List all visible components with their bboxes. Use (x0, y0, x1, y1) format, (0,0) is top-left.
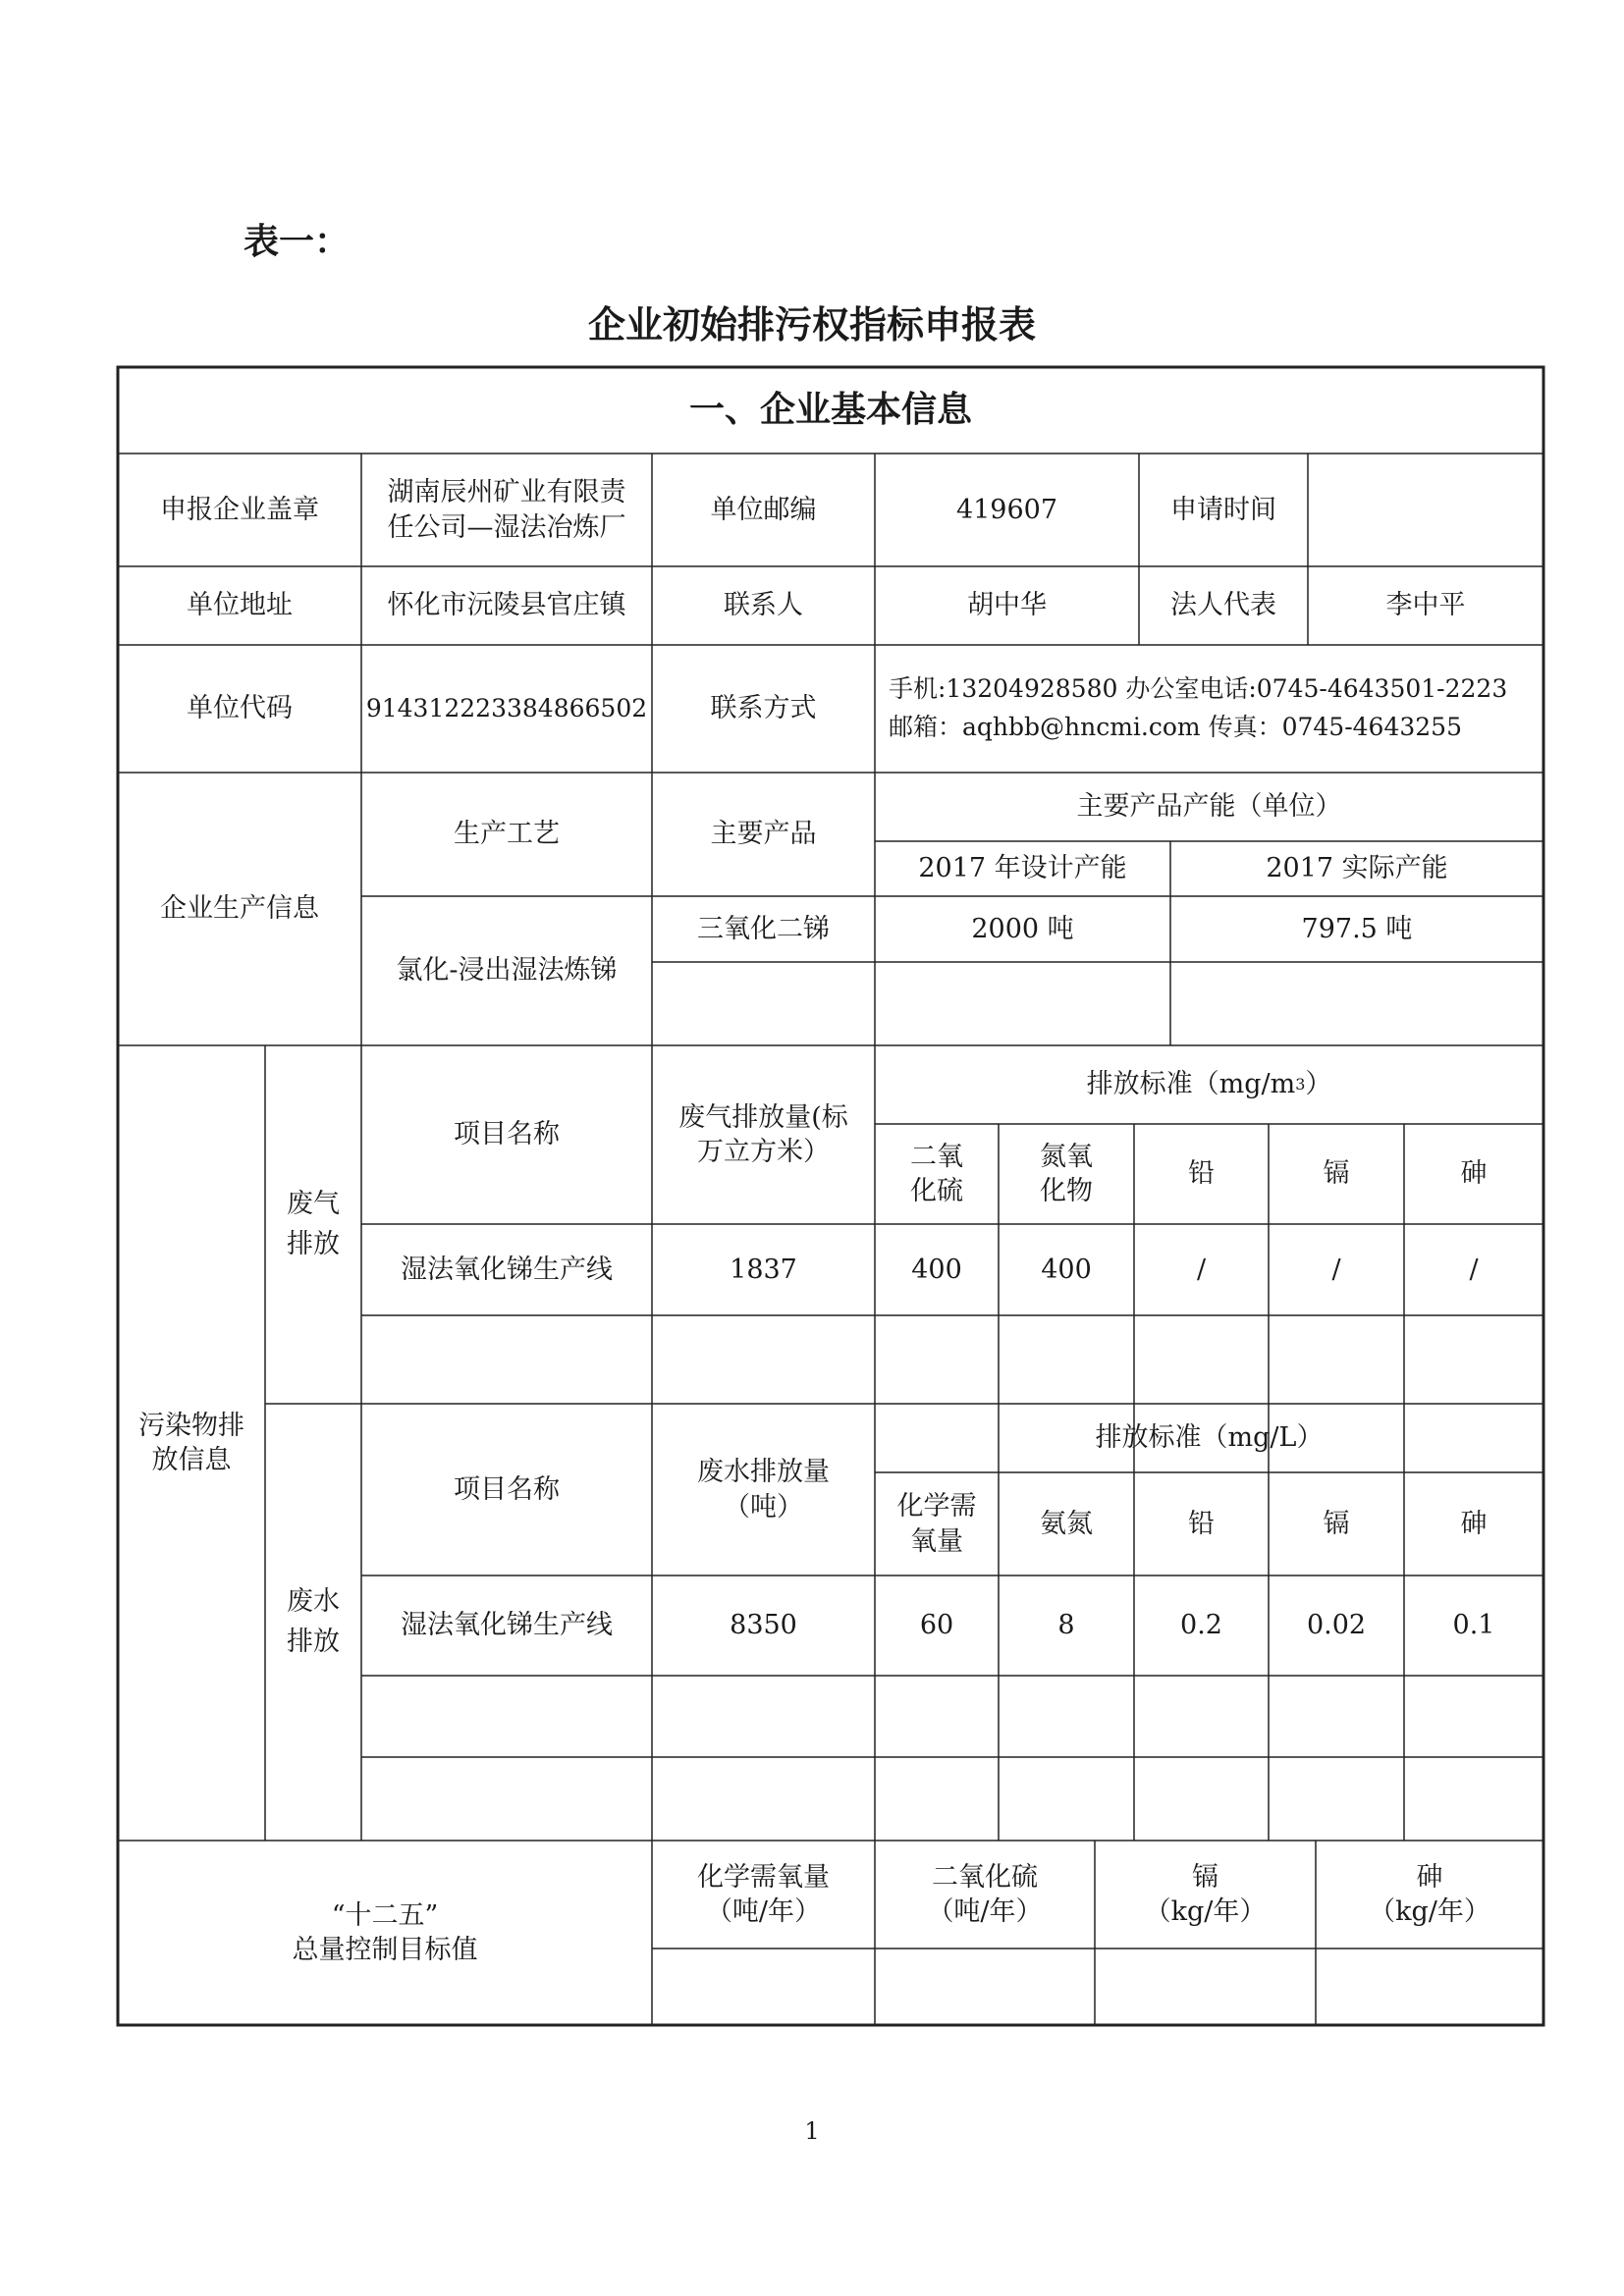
target-cadmium-value (1095, 1949, 1316, 2025)
process-value: 氯化-浸出湿法炼锑 (396, 955, 618, 987)
target-arsenic-header (1316, 1841, 1543, 1949)
water-emission-label (265, 1404, 361, 1841)
pollutant-label-line1: 污染物排 (138, 1410, 244, 1441)
target-cod-line2: （吨/年） (705, 1896, 822, 1927)
gas-pollutant-cadmium: 镉 (1323, 1158, 1350, 1190)
gas-pollutant-so2-line2: 化硫 (910, 1176, 963, 1206)
target-arsenic-line2: （kg/年） (1369, 1896, 1490, 1927)
postcode-value: 419607 (955, 494, 1058, 525)
process-header: 生产工艺 (454, 819, 560, 850)
company-value-line1: 湖南辰州矿业有限责 (387, 477, 626, 508)
gas-label-line2: 排放 (287, 1228, 340, 1259)
gas-standard-sup: 3 (1295, 1074, 1306, 1094)
water-row-1-lead: 0.2 (1180, 1610, 1222, 1641)
production-section-label: 企业生产信息 (160, 893, 319, 925)
gas-row-1-cadmium: / (1331, 1254, 1341, 1285)
product-row-1-name: 三氧化二锑 (697, 913, 830, 944)
gas-pollutant-nox-line2: 化物 (1040, 1176, 1093, 1206)
water-label-line2: 排放 (287, 1626, 340, 1657)
target-label (118, 1841, 652, 2025)
water-pollutant-lead: 铅 (1188, 1508, 1215, 1539)
contact-phone-line: 手机:13204928580 办公室电话:0745-4643501-2223 (889, 674, 1508, 704)
gas-pollutant-arsenic: 砷 (1460, 1158, 1488, 1190)
document-title: 企业初始排污权指标申报表 (587, 303, 1036, 347)
postcode-label: 单位邮编 (710, 494, 817, 525)
legal-rep-value: 李中平 (1385, 590, 1466, 621)
water-row-1-cadmium: 0.02 (1306, 1610, 1367, 1641)
gas-row-2-volume (652, 1315, 875, 1404)
water-row-1-ammonia: 8 (1057, 1610, 1075, 1641)
gas-row-1-lead: / (1196, 1254, 1207, 1285)
water-pollutant-ammonia: 氨氮 (1040, 1508, 1093, 1539)
gas-row-1-nox: 400 (1041, 1254, 1092, 1285)
gas-pollutant-so2-line1: 二氧 (910, 1141, 963, 1172)
contact-value: 胡中华 (967, 590, 1047, 621)
capacity-header: 主要产品产能（单位） (1076, 791, 1342, 823)
product-row-1-design: 2000 吨 (971, 913, 1074, 944)
target-label-line2: 总量控制目标值 (292, 1935, 478, 1965)
water-row-1-volume: 8350 (730, 1610, 797, 1641)
product-header: 主要产品 (710, 819, 817, 850)
table-number-label: 表一： (244, 222, 351, 262)
target-cod-line1: 化学需氧量 (697, 1861, 830, 1893)
water-pollutant-arsenic: 砷 (1460, 1508, 1488, 1539)
contact-method-label: 联系方式 (710, 693, 817, 724)
apply-time-value (1308, 454, 1543, 566)
water-volume-header-line1: 废水排放量 (697, 1457, 830, 1488)
company-value (361, 454, 652, 566)
page-number: 1 (804, 2117, 820, 2145)
contact-email-line: 邮箱：aqhbb@hncmi.com 传真：0745-4643255 (889, 713, 1462, 741)
target-cadmium-header (1095, 1841, 1316, 1949)
target-so2-line1: 二氧化硫 (932, 1861, 1038, 1893)
company-label: 申报企业盖章 (160, 494, 319, 525)
water-pollutant-cod-line2: 氧量 (910, 1525, 963, 1557)
gas-standard-header (875, 1045, 1543, 1124)
pollutant-section-label (118, 1045, 265, 1841)
target-so2-line2: （吨/年） (927, 1896, 1043, 1927)
target-label-line1: “十二五” (331, 1899, 439, 1931)
contact-label: 联系人 (724, 590, 803, 621)
address-label: 单位地址 (187, 590, 293, 621)
gas-volume-header-line1: 废气排放量(标 (678, 1101, 848, 1133)
water-standard-header: 排放标准（mg/L） (1095, 1422, 1324, 1454)
water-volume-header-line2: （吨） (724, 1491, 803, 1522)
target-so2-header (875, 1841, 1095, 1949)
target-arsenic-line1: 砷 (1416, 1861, 1443, 1893)
gas-item-header: 项目名称 (454, 1119, 560, 1150)
water-label-line1: 废水 (287, 1586, 340, 1617)
gas-standard-header-text: 排放标准（mg/m (1086, 1069, 1296, 1100)
gas-row-1-item: 湿法氧化锑生产线 (401, 1254, 613, 1285)
target-cadmium-line2: （kg/年） (1144, 1896, 1267, 1927)
unit-code-value: 914312223384866502 (365, 693, 648, 722)
gas-pollutant-nox (999, 1124, 1134, 1224)
gas-pollutant-lead: 铅 (1188, 1158, 1215, 1190)
water-pollutant-cod (875, 1472, 999, 1575)
gas-standard-close: ） (1305, 1069, 1332, 1100)
water-volume-header (652, 1404, 875, 1575)
water-pollutant-cadmium: 镉 (1323, 1508, 1350, 1539)
product-row-1-actual: 797.5 吨 (1301, 913, 1413, 944)
water-pollutant-cod-line1: 化学需 (896, 1491, 977, 1522)
water-row-1-item: 湿法氧化锑生产线 (401, 1610, 613, 1641)
gas-row-1-arsenic: / (1469, 1254, 1479, 1285)
target-cadmium-line1: 镉 (1192, 1861, 1218, 1893)
product-row-2-name (652, 962, 875, 1045)
target-arsenic-value (1316, 1949, 1543, 2025)
actual-capacity-header: 2017 实际产能 (1266, 853, 1448, 884)
water-row-1-arsenic: 0.1 (1452, 1610, 1495, 1641)
gas-emission-label (265, 1045, 361, 1404)
gas-pollutant-so2 (875, 1124, 999, 1224)
product-row-2-actual (1170, 962, 1543, 1045)
contact-method-value (875, 645, 1543, 773)
target-so2-value (875, 1949, 1095, 2025)
legal-rep-label: 法人代表 (1170, 590, 1276, 621)
target-cod-header (652, 1841, 875, 1949)
water-row-3-item (361, 1757, 652, 1841)
gas-pollutant-nox-line1: 氮氧 (1040, 1141, 1093, 1172)
target-cod-value (652, 1949, 875, 2025)
section-title-basic-info: 一、企业基本信息 (688, 389, 972, 430)
water-item-header: 项目名称 (454, 1473, 560, 1505)
water-row-1-cod: 60 (919, 1610, 954, 1641)
product-row-2-design (875, 962, 1170, 1045)
apply-time-label: 申请时间 (1170, 494, 1276, 525)
gas-row-1-volume: 1837 (730, 1254, 797, 1285)
gas-label-line1: 废气 (287, 1189, 340, 1219)
design-capacity-header: 2017 年设计产能 (918, 853, 1127, 884)
company-value-line2: 任公司—湿法冶炼厂 (387, 511, 626, 543)
pollutant-label-line2: 放信息 (151, 1445, 232, 1475)
address-value: 怀化市沅陵县官庄镇 (387, 590, 626, 621)
gas-row-1-so2: 400 (911, 1254, 962, 1285)
unit-code-label: 单位代码 (187, 693, 293, 724)
gas-volume-header (652, 1045, 875, 1224)
gas-volume-header-line2: 万立方米） (697, 1137, 830, 1167)
gas-row-2-item (361, 1315, 652, 1404)
water-row-2-item (361, 1676, 652, 1757)
